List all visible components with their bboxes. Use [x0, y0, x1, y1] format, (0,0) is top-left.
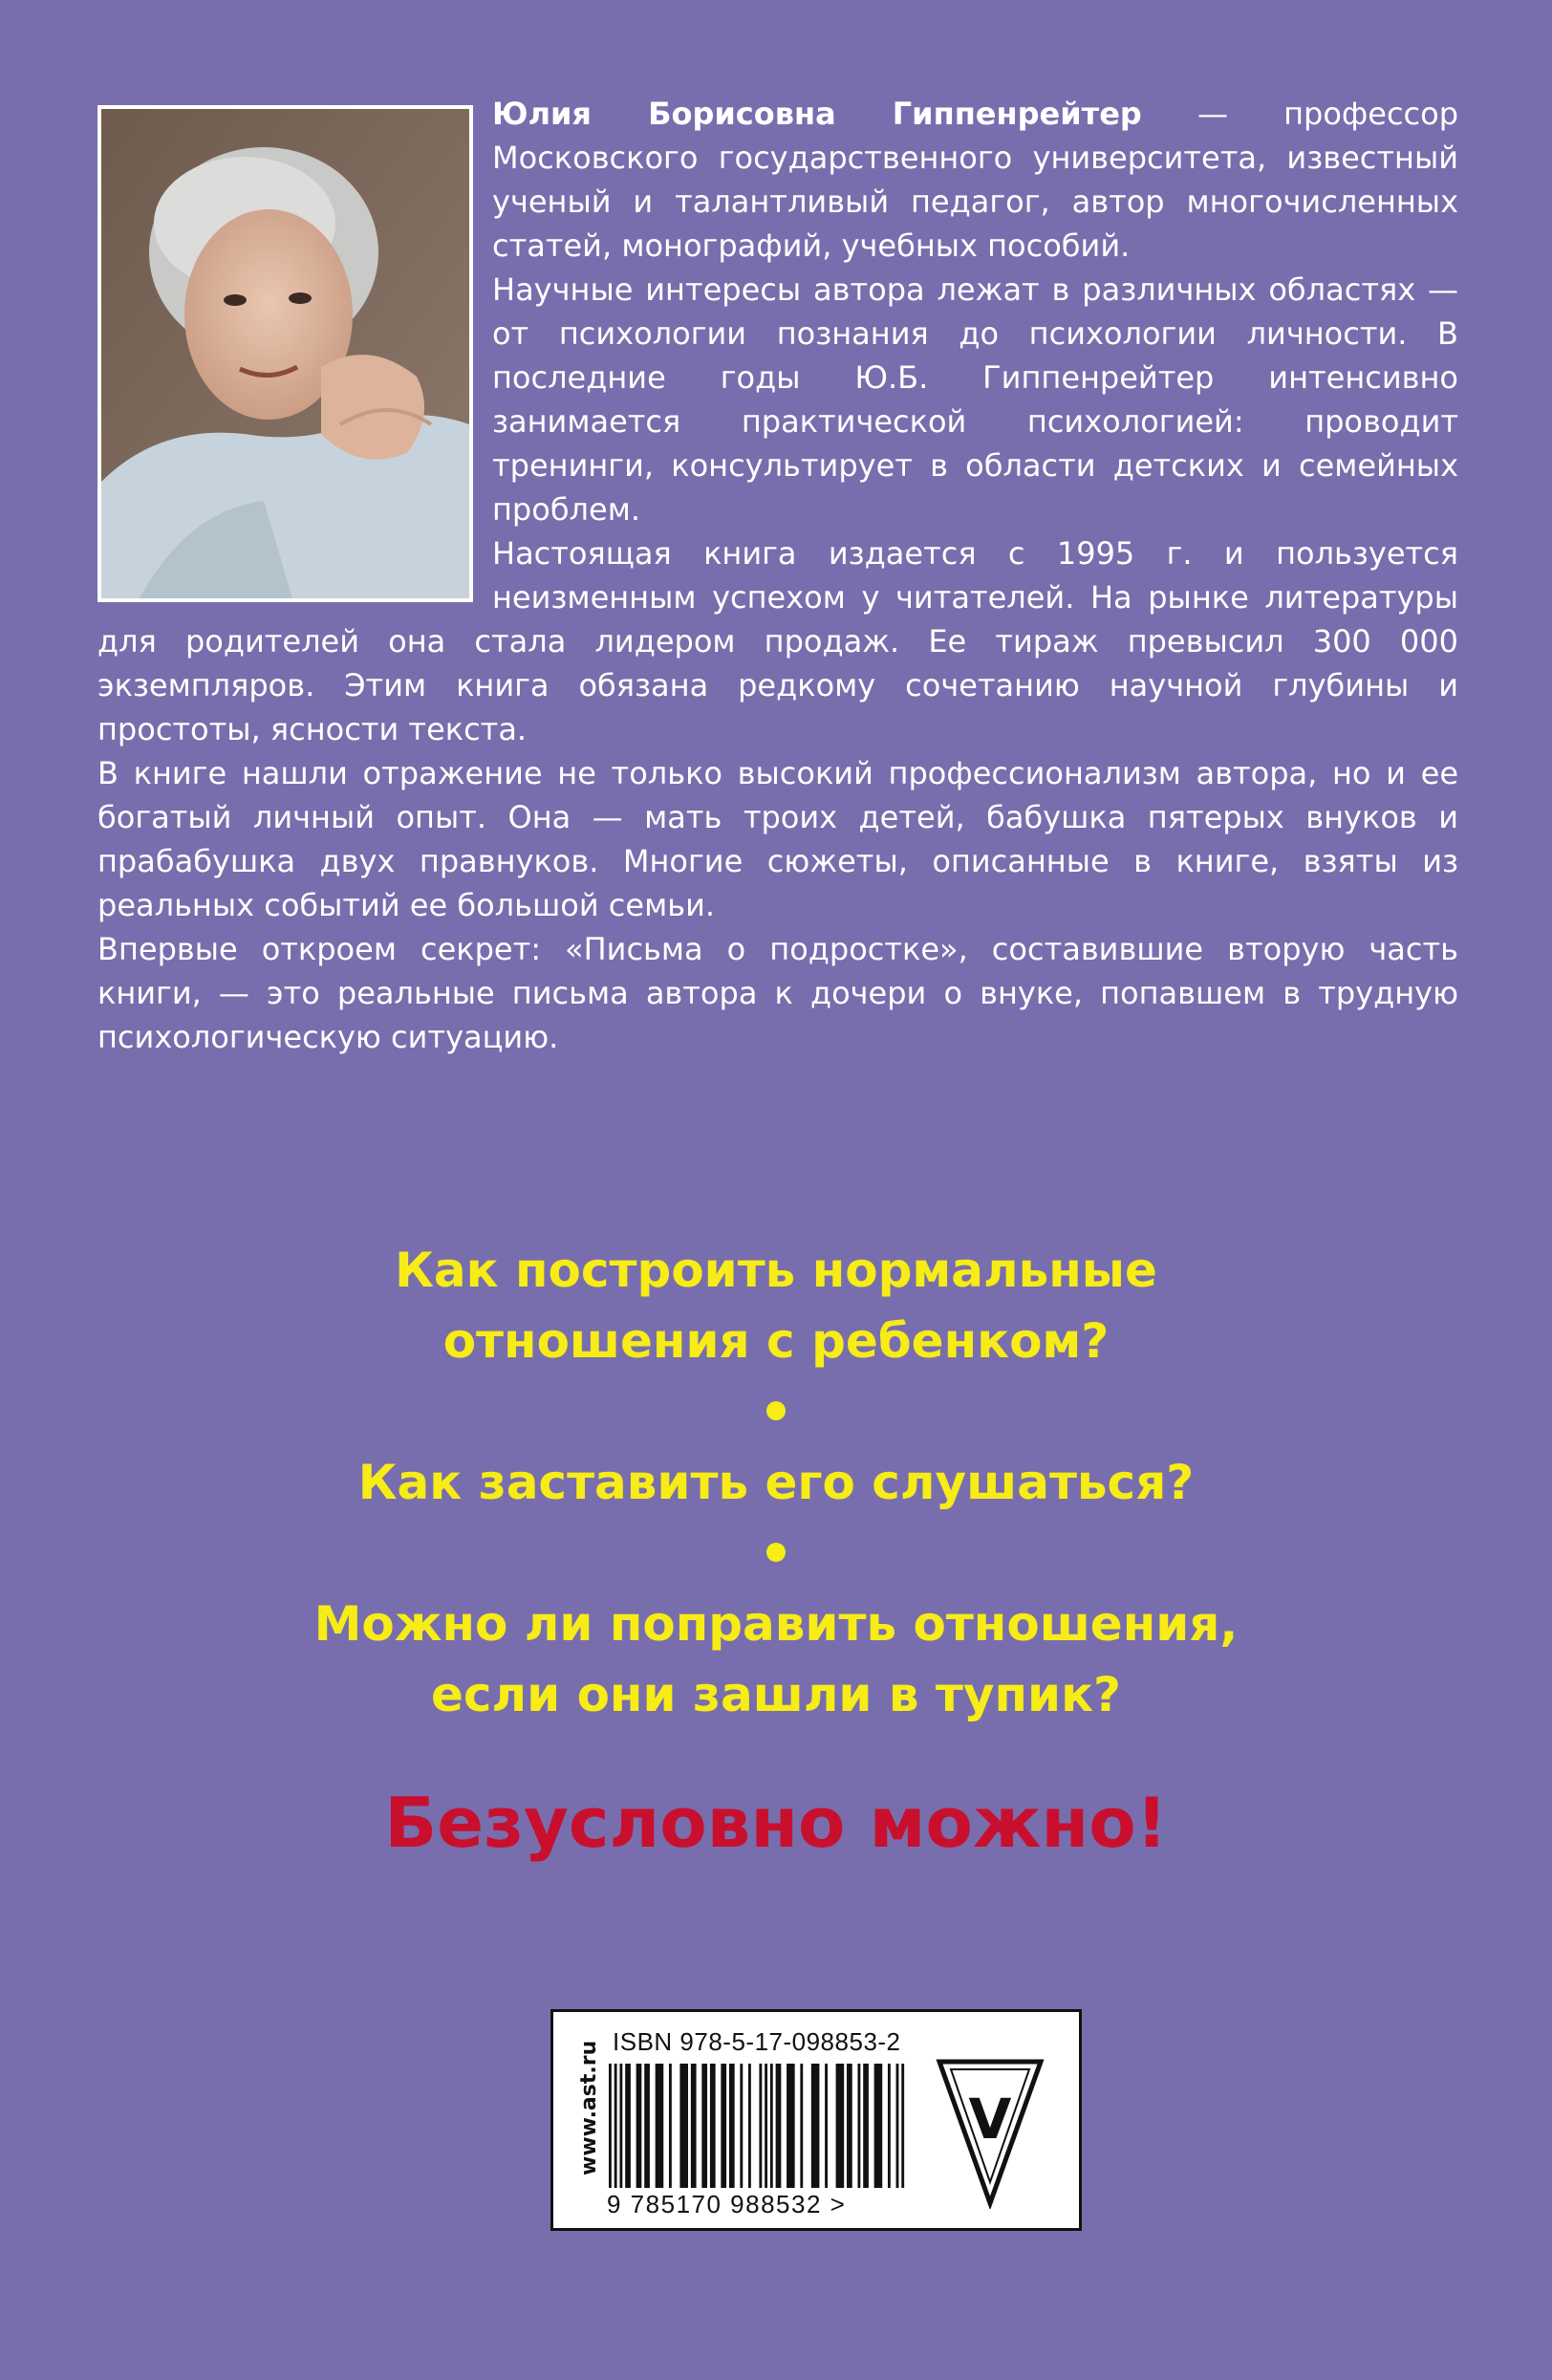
author-name-dash: — — [1141, 96, 1228, 132]
question-1-line-1: Как построить нормальные — [395, 1243, 1157, 1298]
barcode-bar — [901, 2064, 904, 2188]
barcode-bar — [656, 2064, 664, 2188]
barcode-bar — [644, 2064, 650, 2188]
barcode-bar — [609, 2064, 612, 2188]
barcode-bar — [825, 2064, 828, 2188]
publisher-site-url: www.ast.ru — [577, 2040, 601, 2175]
barcode-bar — [776, 2064, 782, 2188]
barcode-bar — [729, 2064, 735, 2188]
photo-text-wrap-spacer — [97, 92, 492, 616]
barcode-bar — [874, 2064, 883, 2188]
barcode-bar — [863, 2064, 869, 2188]
barcode-bar — [625, 2064, 631, 2188]
barcode-bar — [836, 2064, 845, 2188]
headline-questions — [0, 1235, 1552, 1730]
barcode-bar — [800, 2064, 803, 2188]
bullet-separator — [766, 1401, 786, 1420]
bio-intro-text: профессор Московского государственного университета, известный ученый и талантливый педагог, автор многочисленных статей, монографий, учебных пособий. — [492, 96, 1459, 264]
barcode-bar — [765, 2064, 767, 2188]
barcode-bar — [787, 2064, 795, 2188]
barcode-bar — [710, 2064, 716, 2188]
barcode-bar — [619, 2064, 622, 2188]
bullet-separator — [766, 1543, 786, 1562]
barcode-digits: 9 785170 988532 > — [607, 2190, 847, 2218]
question-3-line-1: Можно ли поправить отношения, — [313, 1596, 1239, 1652]
bio-paragraph: Настоящая книга издается с 1995 г. и пользуется неизменным успехом у читателей. На рынке литературы для родителей она стала лидером продаж. Ее тираж превысил 300 000 экземпляров. Этим книга обязана редкому сочетанию научной глубины и простоты, ясности текста. — [97, 535, 1458, 747]
bio-paragraph: Научные интересы автора лежат в различных областях — от психологии познания до психологии личности. В последние годы Ю.Б. Гиппенрейтер интенсивно занимается практической психологией: проводит тренинги, консультирует в области детских и семейных проблем. — [492, 271, 1458, 528]
age-rating-letter: V — [968, 2087, 1012, 2152]
barcode-bar — [721, 2064, 726, 2188]
bio-paragraph: Впервые откроем секрет: «Письма о подростке», составившие вторую часть книги, — это реальные письма автора к дочери о внуке, попавшем в трудную психологическую ситуацию. — [97, 931, 1458, 1055]
author-name: Юлия Борисовна Гиппенрейтер — [492, 96, 1142, 132]
barcode-bar — [614, 2064, 617, 2188]
barcode — [609, 2064, 907, 2188]
barcode-bar — [770, 2064, 773, 2188]
age-rating-mark-icon — [934, 2056, 1046, 2209]
barcode-bar — [636, 2064, 642, 2188]
barcode-bar — [888, 2064, 891, 2188]
barcode-bar — [811, 2064, 820, 2188]
barcode-bar — [669, 2064, 672, 2188]
barcode-bar — [847, 2064, 852, 2188]
author-bio — [97, 92, 1458, 1059]
question-3-line-2: если они зашли в тупик? — [430, 1667, 1122, 1722]
isbn-barcode-box — [550, 2009, 1082, 2231]
barcode-bar — [857, 2064, 860, 2188]
bio-paragraph: В книге нашли отражение не только высокий профессионализм автора, но и ее богатый личный опыт. Она — мать троих детей, бабушка пятерых внуков и прабабушка двух правнуков. Многие сюжеты, описанные в книге, взяты из реальных событий ее большой семьи. — [97, 755, 1458, 923]
barcode-bar — [701, 2064, 707, 2188]
isbn-number: ISBN 978-5-17-098853-2 — [613, 2027, 901, 2056]
question-1-line-2: отношения с ребенком? — [442, 1313, 1110, 1369]
barcode-bar — [748, 2064, 751, 2188]
barcode-bar — [759, 2064, 762, 2188]
barcode-bar — [691, 2064, 697, 2188]
barcode-bar — [740, 2064, 743, 2188]
barcode-bar — [679, 2064, 688, 2188]
question-2-line-1: Как заставить его слушаться? — [357, 1455, 1195, 1510]
barcode-bar — [896, 2064, 899, 2188]
slogan: Безусловно можно! — [384, 1783, 1168, 1863]
